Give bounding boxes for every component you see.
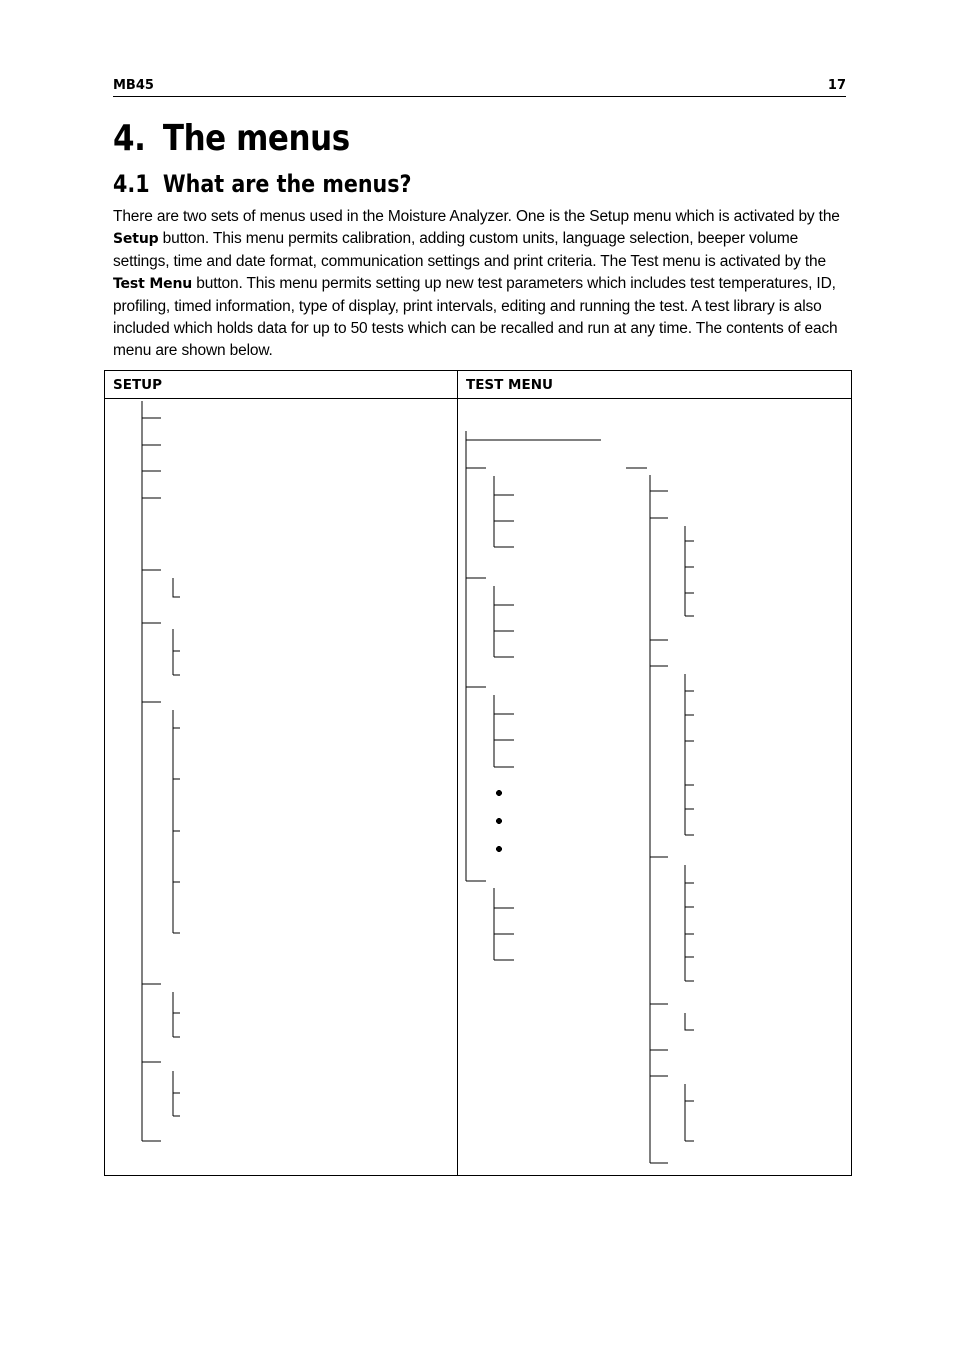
- intro-text-3: button. This menu permits setting up new test parameters which includes test temperatures, ID, profiling, timed information, type of display, print intervals, editing and running the test. A test library is also included which holds data for up to 50 tests which can be recalled and run at any time. The contents of each menu are shown below.: [113, 275, 838, 360]
- intro-text-2: button. This menu permits calibration, adding custom units, language selection, beeper volume settings, time and date format, communication settings and print criteria. The Test menu is activated by the: [113, 230, 826, 270]
- chapter-title: [113, 118, 350, 159]
- setup-tree: [142, 401, 180, 1141]
- section-title-text: What are the menus?: [162, 170, 412, 198]
- test-menu-button-ref: Test Menu: [113, 276, 193, 293]
- section-number: 4.1: [113, 170, 150, 198]
- menu-tree-lines: [105, 371, 851, 1175]
- chapter-title-text: The menus: [162, 118, 350, 159]
- continuation-dots: [496, 790, 502, 852]
- setup-column-heading: SETUP: [113, 377, 163, 393]
- model-label: MB45: [113, 78, 154, 93]
- test-menu-tree: [466, 431, 694, 1163]
- page-number: 17: [827, 78, 846, 93]
- intro-paragraph: [113, 206, 853, 363]
- intro-text-1: There are two sets of menus used in the Moisture Analyzer. One is the Setup menu which is activated by the: [113, 208, 840, 225]
- chapter-number: 4.: [113, 118, 146, 159]
- page-header: [113, 76, 846, 97]
- setup-button-ref: Setup: [113, 231, 159, 248]
- section-title: [113, 170, 412, 198]
- test-menu-column-heading: TEST MENU: [466, 377, 553, 393]
- menu-table: [104, 370, 852, 1176]
